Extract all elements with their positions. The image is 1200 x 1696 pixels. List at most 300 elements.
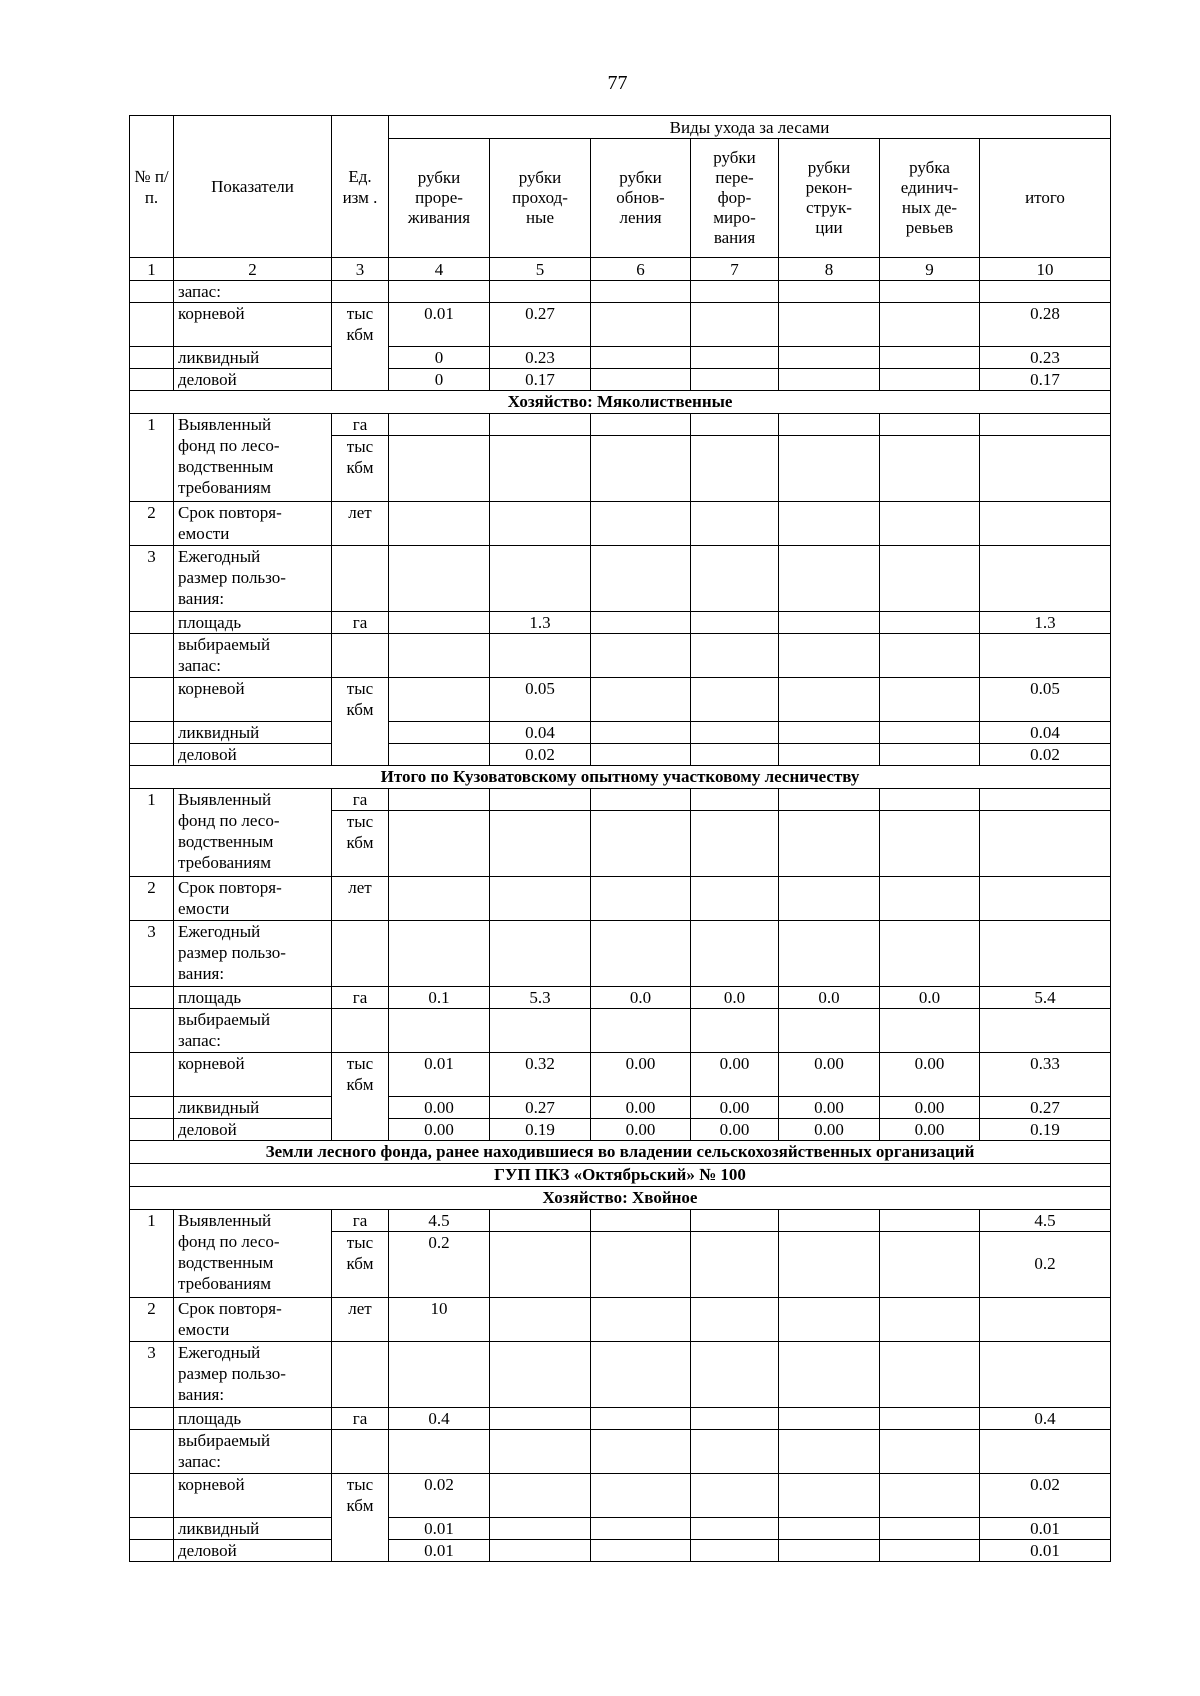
value-cell (880, 789, 980, 811)
value-cell: 0.00 (591, 1053, 691, 1097)
value-cell: 0.01 (389, 1053, 490, 1097)
indicator-name: Ежегодный размер пользо- вания: (174, 546, 332, 612)
value-cell (591, 1210, 691, 1232)
table-row (130, 1408, 1111, 1430)
row-number (130, 1097, 174, 1119)
indicator-name: выбираемый запас: (174, 634, 332, 678)
value-cell (591, 1474, 691, 1518)
value-cell (779, 789, 880, 811)
row-number (130, 634, 174, 678)
value-cell (591, 811, 691, 877)
value-cell (691, 1342, 779, 1408)
table-row (130, 546, 1111, 612)
value-cell (389, 1009, 490, 1053)
value-cell: 0.00 (880, 1053, 980, 1097)
section-title: Хозяйство: Хвойное (130, 1187, 1111, 1210)
header-type-5: рубки рекон- струк- ции (779, 139, 880, 258)
value-cell (691, 303, 779, 347)
table-row (130, 789, 1111, 811)
value-cell (779, 1540, 880, 1562)
value-cell: 0.00 (779, 1097, 880, 1119)
row-number: 3 (130, 921, 174, 987)
value-cell: 0.23 (980, 347, 1111, 369)
indicator-name: корневой (174, 303, 332, 347)
row-number (130, 1408, 174, 1430)
value-cell: 0.32 (490, 1053, 591, 1097)
unit: тыс кбм (332, 811, 389, 877)
value-cell (779, 921, 880, 987)
unit: тыс кбм (332, 1474, 389, 1562)
table-row (130, 1540, 1111, 1562)
value-cell: 0.0 (880, 987, 980, 1009)
unit: га (332, 414, 389, 436)
indicator-name: площадь (174, 612, 332, 634)
row-number (130, 612, 174, 634)
value-cell (880, 502, 980, 546)
section-title: Земли лесного фонда, ранее находившиеся во владении сельскохозяйственных организаций (130, 1141, 1111, 1164)
value-cell (880, 634, 980, 678)
table-row (130, 1474, 1111, 1518)
section-row (130, 391, 1111, 414)
value-cell (490, 546, 591, 612)
value-cell (591, 789, 691, 811)
value-cell (880, 546, 980, 612)
unit: га (332, 1408, 389, 1430)
value-cell (591, 1518, 691, 1540)
value-cell: 0.00 (779, 1119, 880, 1141)
value-cell (389, 921, 490, 987)
table-row (130, 369, 1111, 391)
value-cell (490, 414, 591, 436)
value-cell (591, 369, 691, 391)
value-cell: 0.01 (389, 1518, 490, 1540)
value-cell: 0.01 (389, 303, 490, 347)
table-row (130, 1518, 1111, 1540)
value-cell (980, 502, 1111, 546)
value-cell (591, 1430, 691, 1474)
value-cell (880, 921, 980, 987)
value-cell (389, 1342, 490, 1408)
value-cell (779, 877, 880, 921)
row-number (130, 1430, 174, 1474)
value-cell (980, 436, 1111, 502)
table-row (130, 921, 1111, 987)
indicator-name: деловой (174, 1540, 332, 1562)
value-cell (389, 678, 490, 722)
table-row (130, 1009, 1111, 1053)
table-row (130, 877, 1111, 921)
value-cell (880, 1430, 980, 1474)
header-colnum-1: 1 (130, 258, 174, 281)
value-cell (691, 414, 779, 436)
value-cell: 0.02 (980, 744, 1111, 766)
value-cell (880, 678, 980, 722)
value-cell (779, 281, 880, 303)
indicator-name: Выявленный фонд по лесо- водственным требованиям (174, 789, 332, 877)
value-cell (779, 347, 880, 369)
value-cell (779, 1430, 880, 1474)
value-cell: 0.02 (490, 744, 591, 766)
value-cell (490, 502, 591, 546)
value-cell (880, 1210, 980, 1232)
value-cell (779, 369, 880, 391)
value-cell (880, 303, 980, 347)
unit (332, 1430, 389, 1474)
value-cell (880, 1408, 980, 1430)
unit: га (332, 789, 389, 811)
value-cell (779, 1232, 880, 1298)
unit (332, 634, 389, 678)
value-cell (779, 1342, 880, 1408)
value-cell (691, 347, 779, 369)
value-cell (880, 1232, 980, 1298)
section-row (130, 1141, 1111, 1164)
indicator-name: Срок повторя- емости (174, 502, 332, 546)
value-cell: 0.19 (980, 1119, 1111, 1141)
value-cell (779, 436, 880, 502)
value-cell (779, 634, 880, 678)
indicator-name: ликвидный (174, 1097, 332, 1119)
unit: тыс кбм (332, 1232, 389, 1298)
value-cell: 0.00 (389, 1119, 490, 1141)
value-cell (880, 1518, 980, 1540)
row-number (130, 1119, 174, 1141)
unit: тыс кбм (332, 436, 389, 502)
value-cell (389, 811, 490, 877)
unit: лет (332, 502, 389, 546)
value-cell (779, 1408, 880, 1430)
row-number (130, 722, 174, 744)
value-cell (779, 678, 880, 722)
value-cell (691, 634, 779, 678)
row-number: 1 (130, 414, 174, 502)
value-cell (691, 436, 779, 502)
value-cell (880, 347, 980, 369)
value-cell: 0.01 (389, 1540, 490, 1562)
value-cell (691, 1009, 779, 1053)
value-cell (591, 877, 691, 921)
value-cell: 0.0 (691, 987, 779, 1009)
value-cell (691, 1408, 779, 1430)
value-cell (591, 546, 691, 612)
value-cell (691, 546, 779, 612)
value-cell (490, 1540, 591, 1562)
value-cell (490, 1009, 591, 1053)
value-cell (490, 1342, 591, 1408)
value-cell (591, 1298, 691, 1342)
value-cell (389, 502, 490, 546)
value-cell (389, 789, 490, 811)
header-type-3: рубки обнов- ления (591, 139, 691, 258)
section-title: Хозяйство: Мяколиственные (130, 391, 1111, 414)
table-row (130, 502, 1111, 546)
value-cell (591, 1232, 691, 1298)
value-cell (779, 1518, 880, 1540)
value-cell: 0.05 (490, 678, 591, 722)
value-cell: 0.00 (880, 1097, 980, 1119)
indicator-name: ликвидный (174, 347, 332, 369)
value-cell: 0.02 (389, 1474, 490, 1518)
row-number (130, 1009, 174, 1053)
value-cell (490, 877, 591, 921)
value-cell (490, 281, 591, 303)
table-row (130, 281, 1111, 303)
value-cell: 0 (389, 369, 490, 391)
table-row (130, 347, 1111, 369)
unit: тыс кбм (332, 303, 389, 391)
value-cell (691, 1298, 779, 1342)
unit: лет (332, 1298, 389, 1342)
value-cell (389, 436, 490, 502)
value-cell (591, 281, 691, 303)
unit: лет (332, 877, 389, 921)
header-colnum-3: 3 (332, 258, 389, 281)
value-cell (389, 281, 490, 303)
unit: га (332, 1210, 389, 1232)
unit (332, 1342, 389, 1408)
row-number: 3 (130, 1342, 174, 1408)
value-cell (880, 1540, 980, 1562)
value-cell (389, 546, 490, 612)
header-care-types: Виды ухода за лесами (389, 116, 1111, 139)
section-title: Итого по Кузоватовскому опытному участковому лесничеству (130, 766, 1111, 789)
value-cell (490, 1474, 591, 1518)
value-cell: 0.00 (591, 1097, 691, 1119)
table-row (130, 303, 1111, 347)
value-cell (779, 303, 880, 347)
value-cell (490, 1210, 591, 1232)
row-number (130, 1540, 174, 1562)
value-cell (691, 1540, 779, 1562)
value-cell: 4.5 (980, 1210, 1111, 1232)
table-header (130, 116, 1111, 281)
indicator-name: запас: (174, 281, 332, 303)
value-cell: 0.4 (389, 1408, 490, 1430)
row-number (130, 369, 174, 391)
indicator-name: Выявленный фонд по лесо- водственным требованиям (174, 1210, 332, 1298)
value-cell: 0.0 (591, 987, 691, 1009)
value-cell (779, 744, 880, 766)
value-cell (591, 1009, 691, 1053)
unit (332, 546, 389, 612)
value-cell (880, 414, 980, 436)
value-cell (591, 634, 691, 678)
value-cell: 0.19 (490, 1119, 591, 1141)
value-cell (591, 678, 691, 722)
indicator-name: площадь (174, 987, 332, 1009)
value-cell (691, 678, 779, 722)
value-cell (691, 502, 779, 546)
value-cell (691, 722, 779, 744)
indicator-name: Срок повторя- емости (174, 1298, 332, 1342)
value-cell (980, 546, 1111, 612)
value-cell (880, 877, 980, 921)
header-colnum-2: 2 (174, 258, 332, 281)
header-type-2: рубки проход- ные (490, 139, 591, 258)
table-row (130, 1053, 1111, 1097)
table-row (130, 987, 1111, 1009)
value-cell: 0.00 (591, 1119, 691, 1141)
value-cell (980, 1430, 1111, 1474)
value-cell (389, 634, 490, 678)
value-cell: 0.0 (779, 987, 880, 1009)
value-cell (980, 1342, 1111, 1408)
value-cell (880, 1342, 980, 1408)
forest-care-table (129, 115, 1111, 1562)
table-row (130, 1119, 1111, 1141)
value-cell (779, 612, 880, 634)
indicator-name: выбираемый запас: (174, 1430, 332, 1474)
unit: га (332, 612, 389, 634)
value-cell (389, 612, 490, 634)
value-cell (490, 1518, 591, 1540)
table-row (130, 414, 1111, 436)
value-cell (591, 1408, 691, 1430)
value-cell (691, 789, 779, 811)
header-colnum-4: 4 (389, 258, 490, 281)
value-cell (980, 877, 1111, 921)
value-cell: 0.23 (490, 347, 591, 369)
value-cell (880, 1474, 980, 1518)
table-row (130, 678, 1111, 722)
value-cell (490, 1298, 591, 1342)
header-num: № п/ п. (130, 116, 174, 258)
value-cell (591, 436, 691, 502)
header-type-4: рубки пере- фор- миро- вания (691, 139, 779, 258)
value-cell (691, 1474, 779, 1518)
value-cell (880, 436, 980, 502)
value-cell (389, 722, 490, 744)
value-cell (691, 1210, 779, 1232)
value-cell (591, 347, 691, 369)
header-colnum-6: 6 (591, 258, 691, 281)
value-cell: 0.04 (980, 722, 1111, 744)
value-cell: 1.3 (980, 612, 1111, 634)
value-cell (591, 722, 691, 744)
indicator-name: Выявленный фонд по лесо- водственным требованиям (174, 414, 332, 502)
row-number (130, 347, 174, 369)
value-cell (980, 789, 1111, 811)
value-cell (691, 612, 779, 634)
value-cell: 0.00 (691, 1097, 779, 1119)
value-cell (389, 414, 490, 436)
row-number (130, 1518, 174, 1540)
header-unit: Ед. изм . (332, 116, 389, 258)
row-number: 2 (130, 877, 174, 921)
indicator-name: деловой (174, 744, 332, 766)
value-cell (880, 744, 980, 766)
row-number (130, 281, 174, 303)
value-cell (880, 1298, 980, 1342)
value-cell (980, 811, 1111, 877)
value-cell (880, 722, 980, 744)
value-cell (691, 281, 779, 303)
indicator-name: деловой (174, 369, 332, 391)
unit (332, 281, 389, 303)
header-colnum-9: 9 (880, 258, 980, 281)
value-cell (591, 921, 691, 987)
value-cell (980, 921, 1111, 987)
value-cell (490, 634, 591, 678)
header-colnum-10: 10 (980, 258, 1111, 281)
value-cell: 0.00 (779, 1053, 880, 1097)
value-cell: 0.33 (980, 1053, 1111, 1097)
indicator-name: выбираемый запас: (174, 1009, 332, 1053)
value-cell: 0.4 (980, 1408, 1111, 1430)
value-cell: 0.27 (980, 1097, 1111, 1119)
value-cell (691, 369, 779, 391)
value-cell (691, 744, 779, 766)
value-cell (779, 546, 880, 612)
value-cell (980, 1009, 1111, 1053)
table-row (130, 1210, 1111, 1232)
indicator-name: Ежегодный размер пользо- вания: (174, 1342, 332, 1408)
value-cell (490, 436, 591, 502)
value-cell (389, 877, 490, 921)
unit (332, 921, 389, 987)
value-cell (779, 1474, 880, 1518)
value-cell (691, 1430, 779, 1474)
table-row (130, 1430, 1111, 1474)
header-colnum-8: 8 (779, 258, 880, 281)
unit: тыс кбм (332, 678, 389, 766)
value-cell (591, 502, 691, 546)
value-cell (389, 1430, 490, 1474)
value-cell (691, 1518, 779, 1540)
value-cell: 0.17 (490, 369, 591, 391)
value-cell (490, 1430, 591, 1474)
value-cell (779, 1298, 880, 1342)
value-cell (591, 1540, 691, 1562)
value-cell: 5.3 (490, 987, 591, 1009)
section-row (130, 1164, 1111, 1187)
header-colnum-5: 5 (490, 258, 591, 281)
value-cell (490, 811, 591, 877)
value-cell: 0.00 (691, 1053, 779, 1097)
value-cell: 0.02 (980, 1474, 1111, 1518)
value-cell (591, 744, 691, 766)
row-number (130, 987, 174, 1009)
unit (332, 1009, 389, 1053)
value-cell (389, 744, 490, 766)
table-row (130, 1097, 1111, 1119)
value-cell (980, 1298, 1111, 1342)
value-cell: 0 (389, 347, 490, 369)
value-cell: 1.3 (490, 612, 591, 634)
table-row (130, 1342, 1111, 1408)
value-cell (779, 1210, 880, 1232)
value-cell: 0.27 (490, 1097, 591, 1119)
row-number (130, 1053, 174, 1097)
row-number (130, 678, 174, 722)
value-cell (591, 414, 691, 436)
value-cell: 0.28 (980, 303, 1111, 347)
row-number (130, 1474, 174, 1518)
value-cell: 0.01 (980, 1540, 1111, 1562)
table-row (130, 722, 1111, 744)
value-cell: 5.4 (980, 987, 1111, 1009)
value-cell (691, 921, 779, 987)
value-cell: 0.01 (980, 1518, 1111, 1540)
value-cell (490, 921, 591, 987)
row-number: 2 (130, 1298, 174, 1342)
indicator-name: площадь (174, 1408, 332, 1430)
header-type-7: итого (980, 139, 1111, 258)
value-cell (490, 1408, 591, 1430)
header-type-1: рубки проре- живания (389, 139, 490, 258)
value-cell (980, 634, 1111, 678)
row-number: 2 (130, 502, 174, 546)
